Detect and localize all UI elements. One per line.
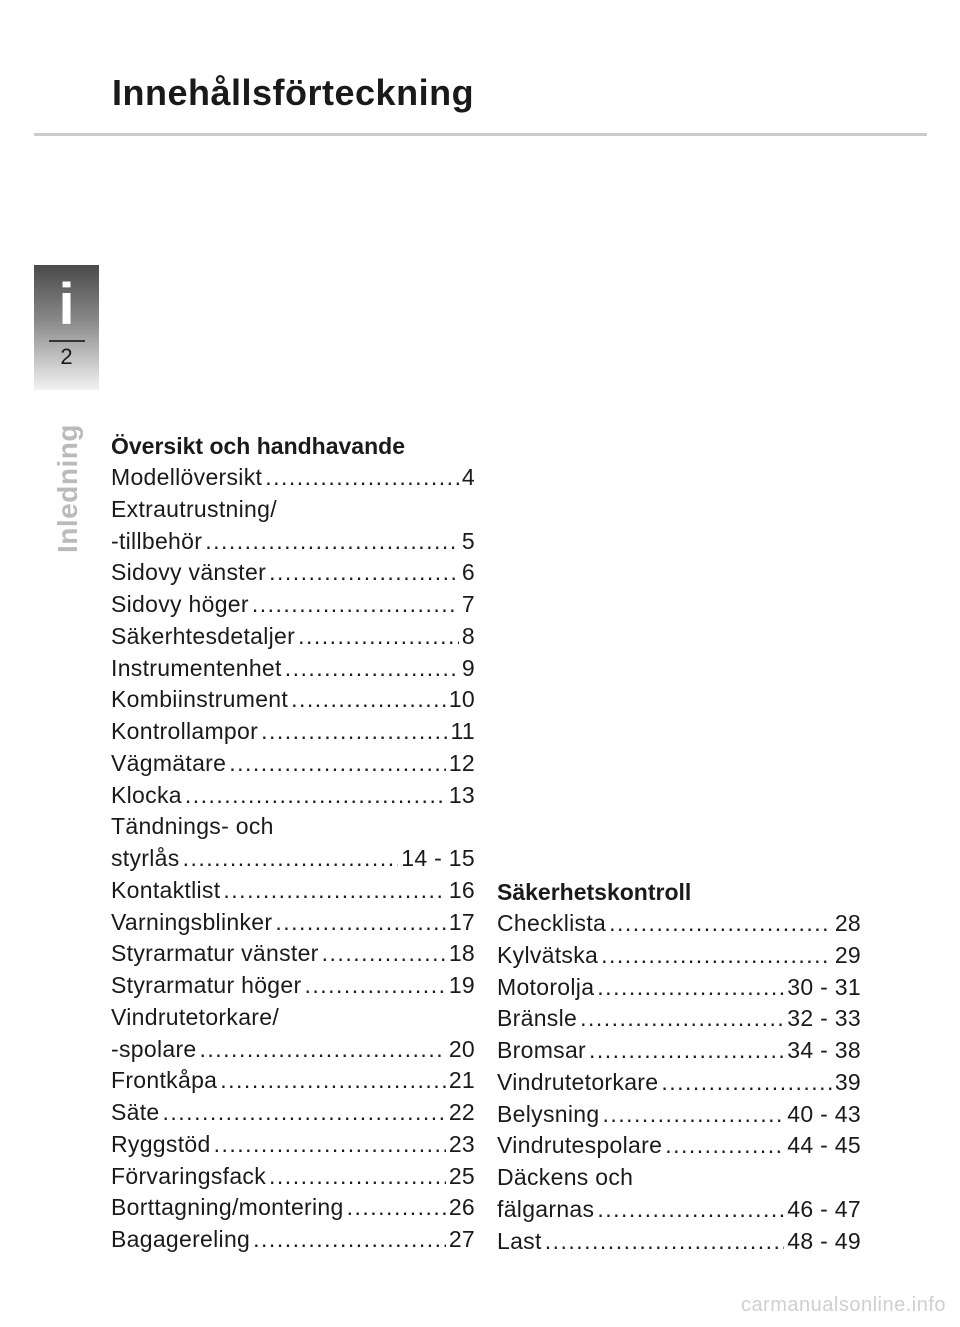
toc-entry[interactable] (111, 970, 475, 1002)
toc-entry-label: Förvaringsfack (111, 1162, 267, 1189)
dot-leader (269, 1161, 446, 1193)
toc-entry-page: 28 (834, 910, 861, 936)
toc-entry-label: Borttagning/montering (111, 1194, 344, 1221)
dot-leader (597, 1194, 784, 1226)
toc-entry-label: Sidovy höger (111, 591, 249, 617)
toc-entry-label: Kontaktlist (111, 876, 221, 903)
toc-entry[interactable] (497, 1099, 861, 1131)
toc-entry-label: Vägmätare (111, 749, 227, 776)
toc-entry[interactable] (497, 972, 861, 1004)
toc-entry[interactable] (111, 716, 475, 748)
dot-leader (163, 1097, 446, 1129)
dot-leader (220, 1065, 446, 1097)
toc-entry-page: 30 - 31 (787, 973, 861, 1000)
toc-entry-label: Motorolja (497, 973, 595, 1000)
toc-entry-page: 40 - 43 (787, 1100, 861, 1127)
toc-entry-page: 48 - 49 (787, 1227, 861, 1254)
dot-leader (661, 1067, 831, 1099)
toc-entry-page: 25 (448, 1162, 475, 1189)
toc-entry[interactable] (111, 557, 475, 589)
dot-leader (200, 1034, 446, 1066)
page-number: 2 (60, 344, 73, 369)
toc-entry[interactable] (111, 1002, 475, 1034)
toc-entry-label: Bromsar (497, 1037, 587, 1063)
toc-entry-page: 34 - 38 (787, 1037, 861, 1063)
toc-entry-label: Tändnings- och (111, 813, 274, 840)
toc-entry-label: Kombiinstrument (111, 686, 289, 713)
toc-entry[interactable] (497, 1003, 861, 1035)
toc-entry-page: 6 (461, 559, 475, 586)
toc-list (497, 908, 861, 1257)
toc-entry-page: 18 (448, 940, 475, 967)
toc-entry-page: 44 - 45 (787, 1132, 861, 1159)
toc-entry-page: 9 (461, 654, 475, 681)
toc-entry-page: 32 - 33 (787, 1005, 861, 1032)
dot-leader (229, 748, 446, 780)
toc-entry[interactable] (497, 1162, 861, 1194)
section-heading: Översikt och handhavande (111, 433, 405, 459)
info-icon: i (58, 272, 75, 337)
dot-leader (265, 462, 459, 494)
toc-entry-page: 12 (448, 749, 475, 776)
toc-entry[interactable] (497, 940, 861, 972)
toc-entry-page: 19 (448, 972, 475, 998)
dot-leader (347, 1192, 446, 1224)
toc-entry-label: Kylvätska (497, 941, 599, 968)
toc-entry[interactable] (111, 907, 475, 939)
toc-entry-page: 22 (448, 1099, 475, 1125)
toc-entry-label: Vindrutetorkare (497, 1068, 659, 1095)
dot-leader (580, 1003, 784, 1035)
toc-entry[interactable] (111, 1224, 475, 1256)
title-divider (34, 133, 927, 136)
toc-entry-page: 29 (834, 941, 861, 968)
dot-leader (589, 1035, 784, 1067)
toc-entry-label: Styrarmatur höger (111, 972, 302, 998)
toc-entry-page: 7 (461, 591, 475, 617)
toc-entry[interactable] (111, 653, 475, 685)
tab-divider (49, 340, 85, 342)
toc-entry-page: 23 (448, 1130, 475, 1157)
toc-entry-label: Vindrutetorkare/ (111, 1003, 280, 1030)
dot-leader (269, 557, 459, 589)
toc-entry[interactable] (497, 908, 861, 940)
toc-entry[interactable] (111, 1161, 475, 1193)
toc-entry-label: Ryggstöd (111, 1130, 211, 1157)
toc-entry[interactable] (111, 811, 475, 843)
toc-entry-page: 10 (448, 686, 475, 713)
toc-entry[interactable] (111, 1192, 475, 1224)
toc-entry-label: Frontkåpa (111, 1067, 218, 1094)
toc-entry-label: Last (497, 1227, 542, 1254)
toc-entry-label: Instrumentenhet (111, 654, 282, 681)
toc-entry-label: Vindrutespolare (497, 1132, 663, 1159)
toc-entry-page: 17 (448, 908, 475, 935)
dot-leader (183, 843, 399, 875)
toc-entry-label: Däckens och (497, 1164, 634, 1190)
toc-entry-label: Styrarmatur vänster (111, 940, 319, 967)
toc-entry-page: 16 (448, 876, 475, 903)
dot-leader (252, 589, 459, 621)
toc-entry-label: Sidovy vänster (111, 559, 267, 586)
toc-entry-label: Modellöversikt (111, 464, 263, 490)
dot-leader (205, 526, 459, 558)
toc-entry[interactable] (497, 1194, 861, 1226)
toc-entry[interactable] (111, 748, 475, 780)
toc-section-overview (111, 430, 475, 1256)
toc-entry-label: Klocka (111, 781, 182, 808)
toc-entry-page: 27 (448, 1226, 475, 1252)
toc-list (111, 462, 475, 1256)
toc-entry[interactable] (111, 684, 475, 716)
toc-entry-page: 8 (461, 622, 475, 649)
toc-entry-label: Kontrollampor (111, 718, 259, 744)
dot-leader (609, 908, 832, 940)
toc-entry-page: 4 (461, 464, 475, 490)
dot-leader (601, 940, 832, 972)
toc-entry-label: Säte (111, 1099, 160, 1125)
dot-leader (298, 621, 459, 653)
dot-leader (597, 972, 784, 1004)
toc-entry-label: Säkerhtesdetaljer (111, 622, 296, 649)
toc-entry[interactable] (497, 1226, 861, 1258)
toc-entry[interactable] (111, 621, 475, 653)
dot-leader (261, 716, 447, 748)
toc-entry-page: 14 - 15 (401, 845, 475, 871)
toc-entry[interactable] (111, 1129, 475, 1161)
toc-entry-label: Extrautrustning/ (111, 495, 277, 522)
dot-leader (304, 970, 445, 1002)
dot-leader (275, 907, 445, 939)
toc-entry-page: 46 - 47 (787, 1195, 861, 1222)
dot-leader (665, 1130, 784, 1162)
chapter-tab (34, 265, 99, 390)
toc-entry-page: 5 (461, 527, 475, 554)
toc-entry[interactable] (111, 780, 475, 812)
toc-entry-label: styrlås (111, 845, 180, 871)
toc-entry[interactable] (111, 938, 475, 970)
toc-entry[interactable] (497, 1067, 861, 1099)
toc-entry-page: 39 (834, 1068, 861, 1095)
dot-leader (285, 653, 459, 685)
toc-entry-label: -spolare (111, 1035, 197, 1062)
watermark: carmanualsonline.info (740, 1294, 946, 1316)
toc-entry-page: 13 (448, 781, 475, 808)
toc-entry[interactable] (111, 1097, 475, 1129)
dot-leader (602, 1099, 784, 1131)
toc-entry-label: -tillbehör (111, 527, 203, 554)
dot-leader (253, 1224, 446, 1256)
dot-leader (185, 780, 446, 812)
toc-entry-label: Bagagereling (111, 1226, 251, 1252)
toc-entry[interactable] (111, 1065, 475, 1097)
toc-entry[interactable] (111, 875, 475, 907)
toc-entry[interactable] (111, 526, 475, 558)
dot-leader (322, 938, 446, 970)
toc-section-safety-check (497, 876, 861, 1257)
toc-entry[interactable] (111, 462, 475, 494)
toc-entry[interactable] (497, 1130, 861, 1162)
section-heading: Säkerhetskontroll (497, 879, 692, 905)
toc-entry-label: Bränsle (497, 1005, 578, 1032)
dot-leader (214, 1129, 446, 1161)
toc-entry[interactable] (111, 494, 475, 526)
toc-entry[interactable] (497, 1035, 861, 1067)
toc-entry-label: Belysning (497, 1100, 600, 1127)
toc-entry[interactable] (111, 1034, 475, 1066)
toc-entry-label: Varningsblinker (111, 908, 273, 935)
toc-entry[interactable] (111, 589, 475, 621)
dot-leader (223, 875, 445, 907)
dot-leader (291, 684, 446, 716)
page-title: Innehållsförteckning (112, 72, 475, 113)
toc-entry-page: 21 (448, 1067, 475, 1094)
toc-entry-page: 26 (448, 1194, 475, 1221)
dot-leader (545, 1226, 785, 1258)
toc-entry-page: 11 (450, 718, 475, 744)
toc-entry-page: 20 (448, 1035, 475, 1062)
chapter-side-label: Inledning (52, 424, 83, 553)
toc-entry[interactable] (111, 843, 475, 875)
toc-entry-label: fälgarnas (497, 1195, 595, 1222)
toc-entry-label: Checklista (497, 910, 607, 936)
